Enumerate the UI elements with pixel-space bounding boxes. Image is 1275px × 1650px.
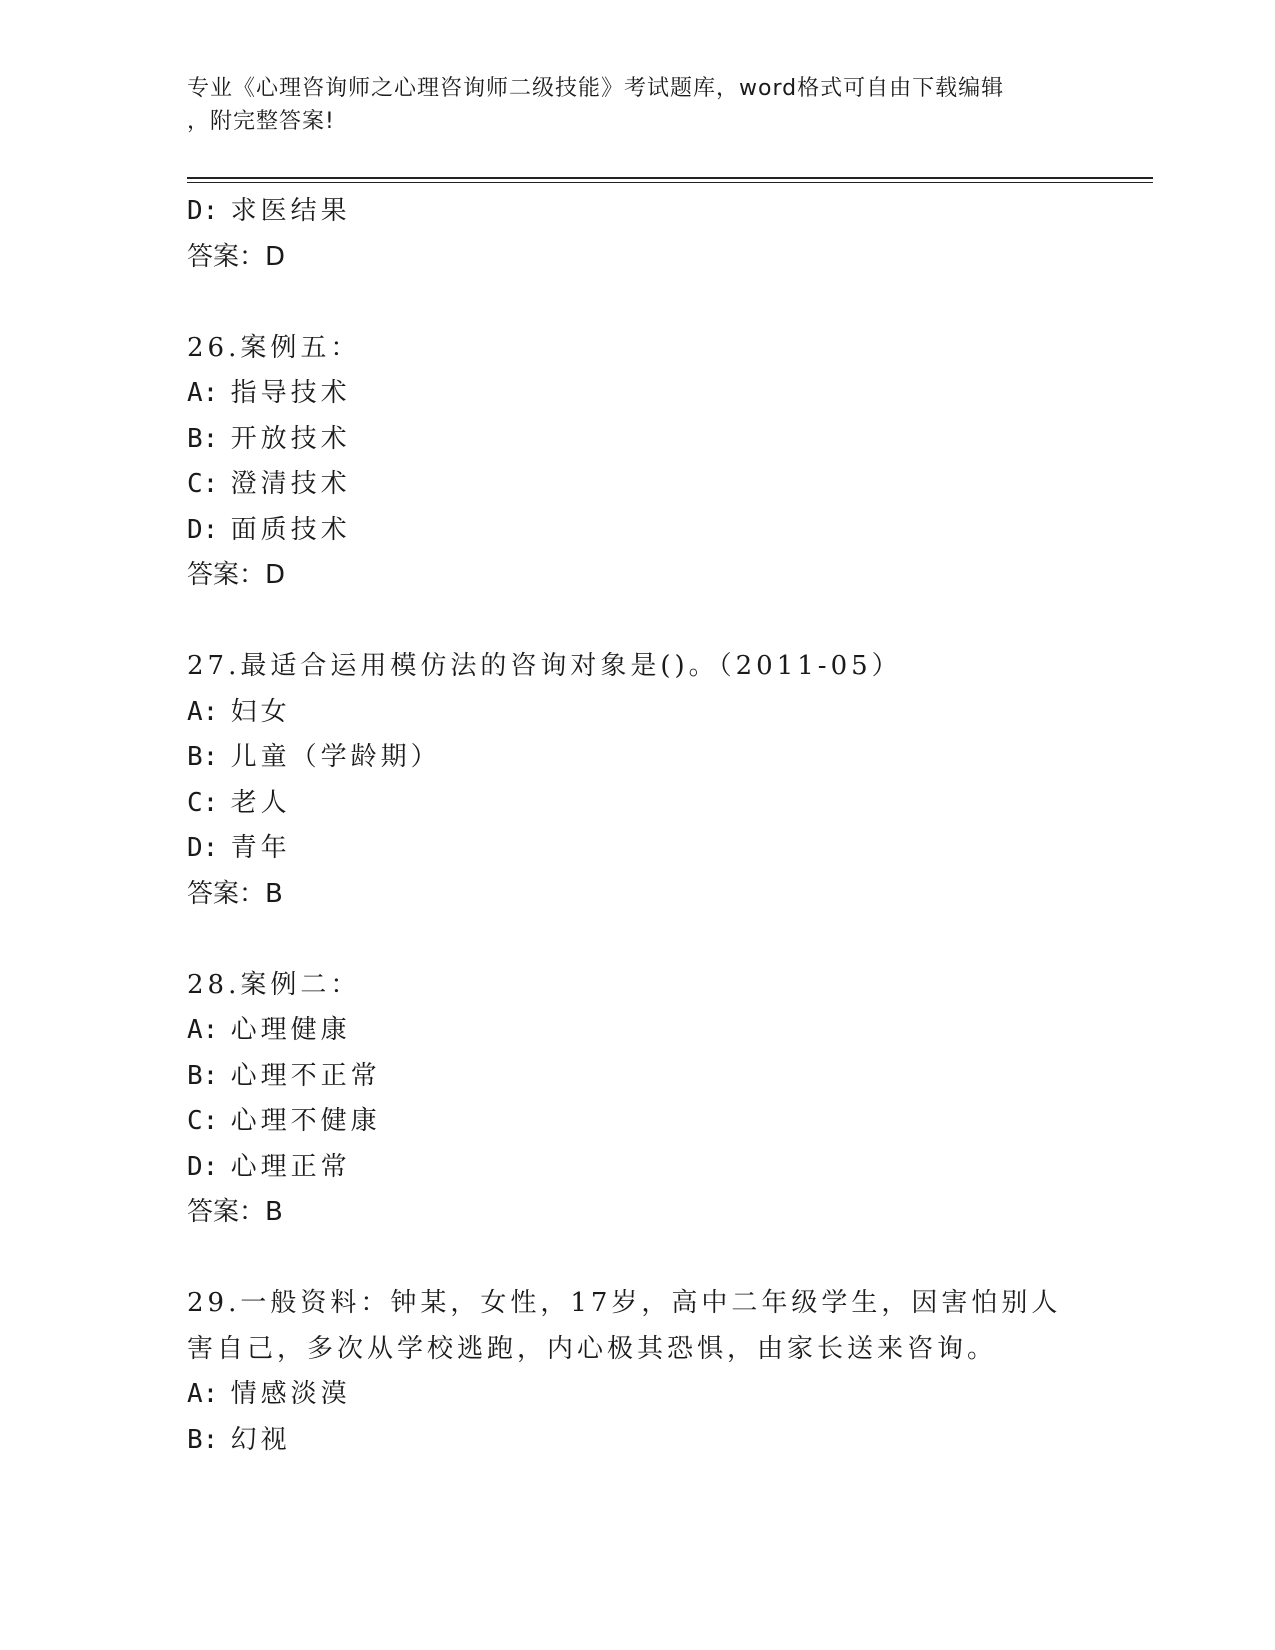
option-c: C: 心理不健康 xyxy=(187,1106,381,1136)
header-divider-thin xyxy=(187,182,1153,183)
option-c: C: 老人 xyxy=(187,787,291,818)
option-a: A: 情感淡漠 xyxy=(187,1379,351,1409)
header-line-1: 专业《心理咨询师之心理咨询师二级技能》考试题库，word格式可自由下载编辑 xyxy=(187,76,1005,101)
question-stem: 28.案例二： xyxy=(187,969,361,1000)
option-d: D: 心理正常 xyxy=(187,1151,351,1182)
option-a: A: 妇女 xyxy=(187,696,291,727)
question-stem: 26.案例五： xyxy=(187,332,361,363)
answer-line: 答案：B xyxy=(187,878,283,909)
option-b: B: 儿童（学龄期） xyxy=(187,742,441,772)
answer-line: 答案：B xyxy=(187,1197,283,1227)
question-stem: 27.最适合运用模仿法的咨询对象是()。（2011-05） xyxy=(187,651,902,681)
header-divider-thick xyxy=(187,177,1153,179)
option-d: D: 求医结果 xyxy=(187,196,351,226)
question-list xyxy=(187,189,1147,1463)
option-b: B: 幻视 xyxy=(187,1424,291,1455)
answer-line: 答案：D xyxy=(187,560,286,590)
option-d: D: 青年 xyxy=(187,833,291,863)
option-c: C: 澄清技术 xyxy=(187,469,351,499)
option-b: B: 开放技术 xyxy=(187,423,351,454)
question-stem: 29.一般资料：钟某，女性，17岁，高中二年级学生，因害怕别人害自己，多次从学校逃跑，内心极其恐惧，由家长送来咨询。 xyxy=(187,1288,1062,1364)
option-a: A: 指导技术 xyxy=(187,378,351,408)
option-a: A: 心理健康 xyxy=(187,1015,351,1045)
page-header xyxy=(187,72,1067,138)
option-b: B: 心理不正常 xyxy=(187,1060,381,1091)
answer-line: 答案：D xyxy=(187,241,286,272)
header-line-2: ，附完整答案! xyxy=(187,109,335,134)
option-d: D: 面质技术 xyxy=(187,514,351,545)
